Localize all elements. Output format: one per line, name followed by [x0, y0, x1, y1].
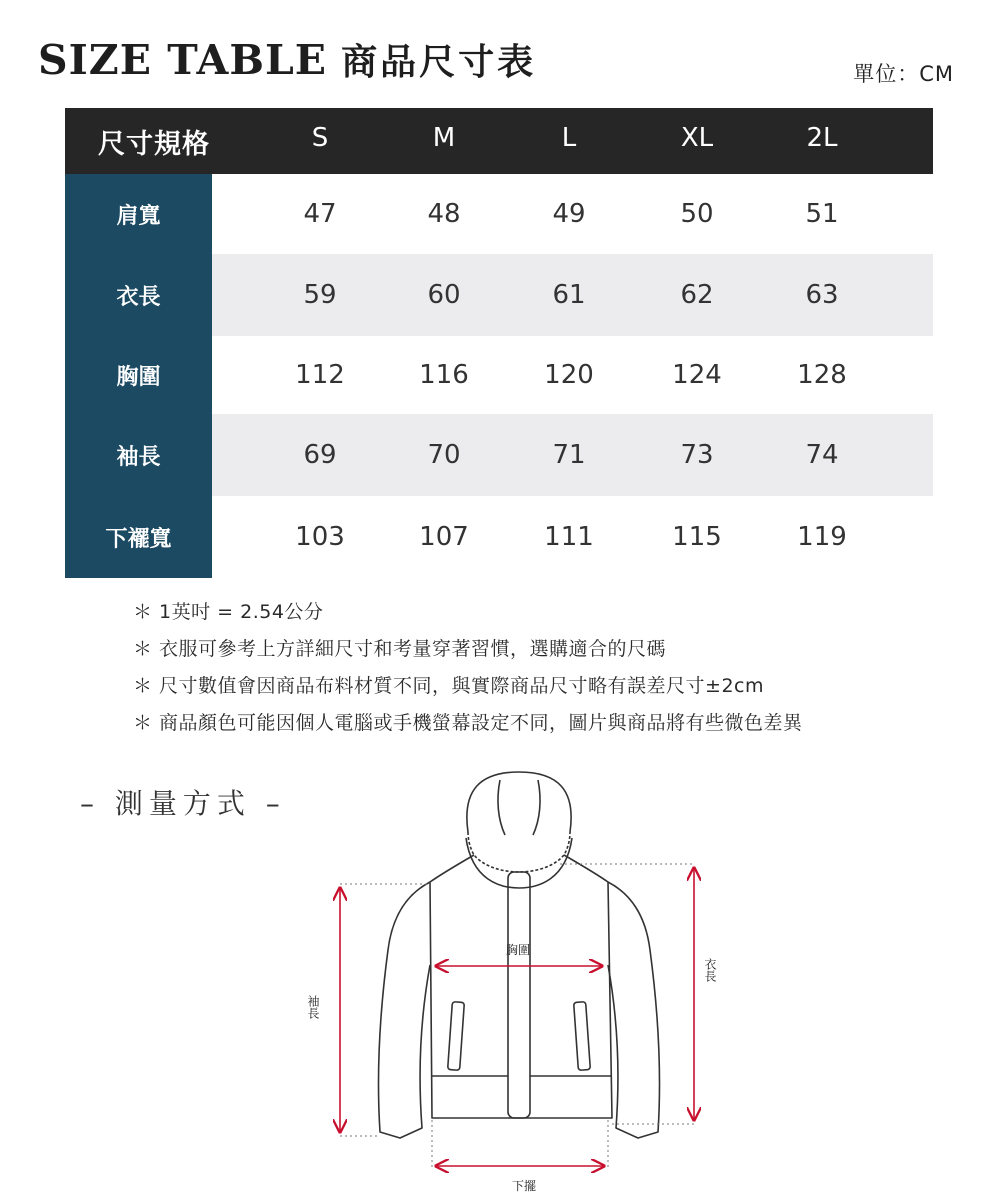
table-cell: 119: [797, 522, 847, 552]
table-cell: 63: [805, 280, 839, 310]
table-cell: 73: [680, 440, 714, 470]
title-english: SIZE TABLE: [38, 36, 328, 84]
table-cell: 60: [427, 280, 461, 310]
row-label: 下襬寬: [65, 496, 212, 578]
table-cell: 48: [427, 199, 461, 229]
table-cell: 62: [680, 280, 714, 310]
table-cell: 116: [419, 360, 469, 390]
table-cell: 70: [427, 440, 461, 470]
note-item: ＊ 尺寸數值會因商品布料材質不同，與實際商品尺寸略有誤差尺寸±2cm: [133, 675, 765, 697]
size-header-s: S: [311, 123, 329, 153]
unit-label: 單位：CM: [853, 62, 954, 86]
size-header-l: L: [561, 123, 577, 153]
table-cell: 120: [544, 360, 594, 390]
row-label: 肩寬: [65, 174, 212, 254]
table-cell: 111: [544, 522, 594, 552]
title-chinese: 商品尺寸表: [341, 42, 537, 83]
table-cell: 50: [680, 199, 714, 229]
table-cell: 107: [419, 522, 469, 552]
header-label: 尺寸規格: [98, 128, 210, 160]
note-item: ＊ 衣服可參考上方詳細尺寸和考量穿著習慣，選購適合的尺碼: [133, 638, 667, 660]
note-item: ＊ 1英吋 = 2.54公分: [133, 601, 324, 623]
row-label: 胸圍: [65, 336, 212, 414]
note-item: ＊ 商品顏色可能因個人電腦或手機螢幕設定不同，圖片與商品將有些微色差異: [133, 712, 803, 734]
hem-label: 下擺: [512, 1179, 537, 1193]
measure-arrows: [340, 868, 694, 1166]
measure-title: – 測量方式 –: [80, 787, 286, 820]
size-header-2l: 2L: [806, 123, 838, 153]
length-label: 衣長: [703, 958, 717, 982]
table-cell: 71: [552, 440, 586, 470]
table-cell: 74: [805, 440, 839, 470]
table-cell: 49: [552, 199, 586, 229]
table-cell: 47: [303, 199, 337, 229]
size-header-xl: XL: [680, 123, 714, 153]
guide-lines: [340, 864, 694, 1170]
table-cell: 59: [303, 280, 337, 310]
table-cell: 51: [805, 199, 839, 229]
table-cell: 115: [672, 522, 722, 552]
table-cell: 112: [295, 360, 345, 390]
table-cell: 103: [295, 522, 345, 552]
chest-label: 胸圍: [506, 943, 531, 957]
sleeve-label: 袖長: [306, 995, 320, 1019]
table-cell: 124: [672, 360, 722, 390]
table-cell: 128: [797, 360, 847, 390]
row-label: 衣長: [65, 254, 212, 336]
table-cell: 69: [303, 440, 337, 470]
table-cell: 61: [552, 280, 586, 310]
size-header-m: M: [432, 123, 456, 153]
row-label: 袖長: [65, 414, 212, 496]
